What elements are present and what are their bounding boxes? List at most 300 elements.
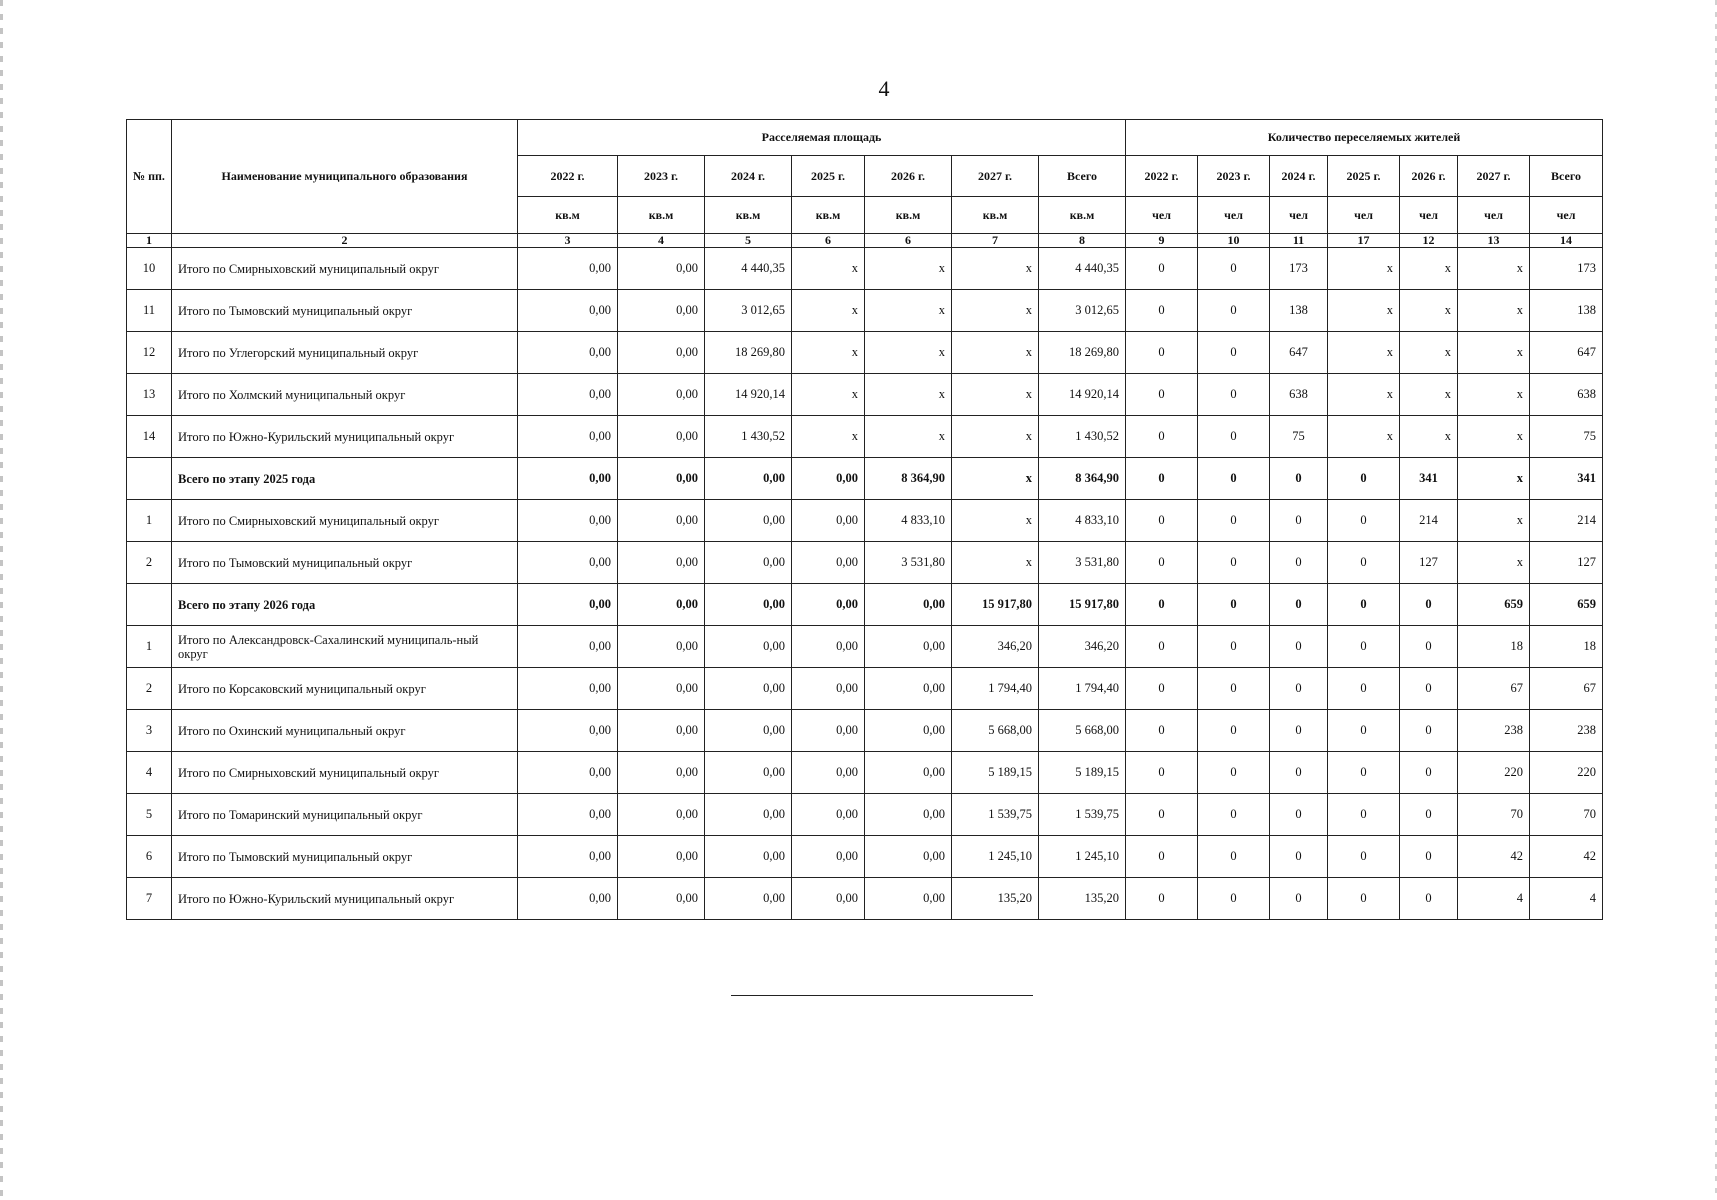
scan-edge-left bbox=[0, 0, 3, 1200]
area-value: 0,00 bbox=[518, 836, 618, 878]
area-value: 0,00 bbox=[792, 584, 865, 626]
area-value: x bbox=[952, 332, 1039, 374]
area-value: 18 269,80 bbox=[705, 332, 792, 374]
people-value: x bbox=[1328, 416, 1400, 458]
area-value: 0,00 bbox=[792, 542, 865, 584]
stage-total-row bbox=[127, 584, 1603, 626]
area-value: 0,00 bbox=[618, 416, 705, 458]
people-value: x bbox=[1458, 500, 1530, 542]
area-value: 0,00 bbox=[518, 416, 618, 458]
people-value: 647 bbox=[1530, 332, 1603, 374]
people-value: 0 bbox=[1126, 836, 1198, 878]
municipality-name: Итого по Южно-Курильский муниципальный округ bbox=[172, 878, 518, 920]
people-value: 67 bbox=[1458, 668, 1530, 710]
area-value: x bbox=[792, 416, 865, 458]
people-value: 0 bbox=[1126, 332, 1198, 374]
area-value: 0,00 bbox=[518, 668, 618, 710]
row-number: 2 bbox=[127, 542, 172, 584]
people-value: 0 bbox=[1198, 794, 1270, 836]
column-index: 14 bbox=[1530, 234, 1603, 248]
area-value: 346,20 bbox=[1039, 626, 1126, 668]
area-value: 0,00 bbox=[792, 752, 865, 794]
people-value: 0 bbox=[1126, 794, 1198, 836]
row-number: 13 bbox=[127, 374, 172, 416]
municipality-name: Итого по Тымовский муниципальный округ bbox=[172, 542, 518, 584]
header-people-unit: чел bbox=[1270, 197, 1328, 234]
area-value: 0,00 bbox=[705, 752, 792, 794]
people-value: 0 bbox=[1126, 668, 1198, 710]
area-value: 0,00 bbox=[518, 458, 618, 500]
header-area-year: Всего bbox=[1039, 156, 1126, 197]
row-number: 10 bbox=[127, 248, 172, 290]
people-value: x bbox=[1328, 248, 1400, 290]
header-area-unit: кв.м bbox=[1039, 197, 1126, 234]
table-row bbox=[127, 248, 1603, 290]
area-value: 0,00 bbox=[705, 668, 792, 710]
people-value: 173 bbox=[1530, 248, 1603, 290]
people-value: 0 bbox=[1198, 458, 1270, 500]
people-value: 0 bbox=[1400, 710, 1458, 752]
people-value: 0 bbox=[1198, 374, 1270, 416]
area-value: 0,00 bbox=[705, 836, 792, 878]
people-value: 0 bbox=[1270, 878, 1328, 920]
people-value: 638 bbox=[1270, 374, 1328, 416]
column-index: 3 bbox=[518, 234, 618, 248]
row-number: 7 bbox=[127, 878, 172, 920]
area-value: 0,00 bbox=[792, 836, 865, 878]
area-value: 0,00 bbox=[865, 752, 952, 794]
resettlement-table bbox=[126, 119, 1603, 920]
people-value: 0 bbox=[1270, 458, 1328, 500]
municipality-name: Итого по Охинский муниципальный округ bbox=[172, 710, 518, 752]
people-value: 0 bbox=[1126, 500, 1198, 542]
people-value: x bbox=[1458, 458, 1530, 500]
header-people-unit: чел bbox=[1198, 197, 1270, 234]
municipality-name: Всего по этапу 2026 года bbox=[172, 584, 518, 626]
area-value: 4 833,10 bbox=[865, 500, 952, 542]
area-value: 15 917,80 bbox=[1039, 584, 1126, 626]
area-value: 0,00 bbox=[705, 500, 792, 542]
area-value: x bbox=[865, 290, 952, 332]
people-value: x bbox=[1458, 416, 1530, 458]
people-value: 0 bbox=[1198, 584, 1270, 626]
column-index: 11 bbox=[1270, 234, 1328, 248]
people-value: 0 bbox=[1198, 290, 1270, 332]
area-value: x bbox=[952, 500, 1039, 542]
area-value: 0,00 bbox=[792, 500, 865, 542]
area-value: 346,20 bbox=[952, 626, 1039, 668]
column-index: 9 bbox=[1126, 234, 1198, 248]
people-value: 42 bbox=[1458, 836, 1530, 878]
municipality-name: Итого по Смирныховский муниципальный округ bbox=[172, 248, 518, 290]
table-row bbox=[127, 752, 1603, 794]
table-row bbox=[127, 794, 1603, 836]
area-value: x bbox=[792, 290, 865, 332]
area-value: 4 440,35 bbox=[1039, 248, 1126, 290]
area-value: 0,00 bbox=[518, 794, 618, 836]
people-value: x bbox=[1458, 542, 1530, 584]
people-value: 341 bbox=[1530, 458, 1603, 500]
people-value: 138 bbox=[1530, 290, 1603, 332]
column-index: 5 bbox=[705, 234, 792, 248]
area-value: 135,20 bbox=[952, 878, 1039, 920]
table-row bbox=[127, 626, 1603, 668]
people-value: 0 bbox=[1270, 500, 1328, 542]
people-value: x bbox=[1328, 374, 1400, 416]
header-area-group: Расселяемая площадь bbox=[518, 120, 1126, 156]
area-value: 0,00 bbox=[705, 626, 792, 668]
area-value: x bbox=[952, 542, 1039, 584]
people-value: 0 bbox=[1198, 878, 1270, 920]
area-value: 1 539,75 bbox=[1039, 794, 1126, 836]
header-people-unit: чел bbox=[1400, 197, 1458, 234]
area-value: 5 668,00 bbox=[1039, 710, 1126, 752]
people-value: 0 bbox=[1126, 878, 1198, 920]
people-value: 127 bbox=[1530, 542, 1603, 584]
area-value: 8 364,90 bbox=[865, 458, 952, 500]
people-value: 0 bbox=[1400, 794, 1458, 836]
people-value: 0 bbox=[1126, 416, 1198, 458]
row-number: 14 bbox=[127, 416, 172, 458]
header-people-year: 2026 г. bbox=[1400, 156, 1458, 197]
row-number bbox=[127, 584, 172, 626]
area-value: x bbox=[952, 458, 1039, 500]
area-value: 0,00 bbox=[618, 626, 705, 668]
people-value: 214 bbox=[1530, 500, 1603, 542]
people-value: 0 bbox=[1198, 248, 1270, 290]
row-number: 5 bbox=[127, 794, 172, 836]
area-value: 1 794,40 bbox=[1039, 668, 1126, 710]
column-index: 12 bbox=[1400, 234, 1458, 248]
header-num: № пп. bbox=[127, 120, 172, 234]
area-value: 0,00 bbox=[618, 500, 705, 542]
people-value: 0 bbox=[1126, 374, 1198, 416]
header-area-year: 2026 г. bbox=[865, 156, 952, 197]
area-value: 0,00 bbox=[518, 248, 618, 290]
area-value: 0,00 bbox=[618, 584, 705, 626]
area-value: 5 189,15 bbox=[1039, 752, 1126, 794]
area-value: 1 245,10 bbox=[1039, 836, 1126, 878]
municipality-name: Итого по Холмский муниципальный округ bbox=[172, 374, 518, 416]
area-value: 0,00 bbox=[518, 290, 618, 332]
header-area-unit: кв.м bbox=[705, 197, 792, 234]
area-value: 0,00 bbox=[518, 332, 618, 374]
area-value: x bbox=[865, 416, 952, 458]
people-value: 173 bbox=[1270, 248, 1328, 290]
area-value: 135,20 bbox=[1039, 878, 1126, 920]
area-value: 0,00 bbox=[618, 332, 705, 374]
people-value: 0 bbox=[1328, 668, 1400, 710]
people-value: x bbox=[1400, 374, 1458, 416]
row-number: 12 bbox=[127, 332, 172, 374]
column-index: 10 bbox=[1198, 234, 1270, 248]
area-value: 0,00 bbox=[618, 710, 705, 752]
area-value: 0,00 bbox=[618, 374, 705, 416]
column-index: 7 bbox=[952, 234, 1039, 248]
stage-total-row bbox=[127, 458, 1603, 500]
header-people-year: Всего bbox=[1530, 156, 1603, 197]
people-value: 0 bbox=[1198, 710, 1270, 752]
table-row bbox=[127, 542, 1603, 584]
people-value: 638 bbox=[1530, 374, 1603, 416]
people-value: 0 bbox=[1198, 542, 1270, 584]
people-value: 0 bbox=[1328, 584, 1400, 626]
header-area-unit: кв.м bbox=[792, 197, 865, 234]
column-index: 2 bbox=[172, 234, 518, 248]
people-value: 0 bbox=[1270, 584, 1328, 626]
header-area-unit: кв.м bbox=[865, 197, 952, 234]
people-value: 0 bbox=[1270, 542, 1328, 584]
table-row bbox=[127, 416, 1603, 458]
table-row bbox=[127, 332, 1603, 374]
municipality-name: Итого по Томаринский муниципальный округ bbox=[172, 794, 518, 836]
people-value: 67 bbox=[1530, 668, 1603, 710]
area-value: 0,00 bbox=[518, 584, 618, 626]
area-value: 0,00 bbox=[618, 752, 705, 794]
area-value: 0,00 bbox=[792, 710, 865, 752]
area-value: 0,00 bbox=[618, 668, 705, 710]
people-value: 18 bbox=[1458, 626, 1530, 668]
municipality-name: Итого по Углегорский муниципальный округ bbox=[172, 332, 518, 374]
people-value: x bbox=[1458, 248, 1530, 290]
column-index: 6 bbox=[792, 234, 865, 248]
area-value: x bbox=[865, 248, 952, 290]
header-people-year: 2022 г. bbox=[1126, 156, 1198, 197]
people-value: 0 bbox=[1270, 836, 1328, 878]
table-row bbox=[127, 374, 1603, 416]
people-value: x bbox=[1400, 290, 1458, 332]
people-value: 18 bbox=[1530, 626, 1603, 668]
row-number: 3 bbox=[127, 710, 172, 752]
area-value: 0,00 bbox=[618, 878, 705, 920]
area-value: x bbox=[792, 332, 865, 374]
people-value: 0 bbox=[1328, 752, 1400, 794]
column-index: 1 bbox=[127, 234, 172, 248]
header-area-year: 2022 г. bbox=[518, 156, 618, 197]
area-value: 0,00 bbox=[705, 794, 792, 836]
people-value: 0 bbox=[1400, 752, 1458, 794]
area-value: 3 531,80 bbox=[1039, 542, 1126, 584]
people-value: 138 bbox=[1270, 290, 1328, 332]
area-value: 0,00 bbox=[792, 878, 865, 920]
area-value: 0,00 bbox=[792, 458, 865, 500]
row-number bbox=[127, 458, 172, 500]
people-value: 42 bbox=[1530, 836, 1603, 878]
table-row bbox=[127, 500, 1603, 542]
column-index: 6 bbox=[865, 234, 952, 248]
people-value: 0 bbox=[1328, 878, 1400, 920]
table-row bbox=[127, 878, 1603, 920]
people-value: 0 bbox=[1126, 542, 1198, 584]
people-value: x bbox=[1400, 416, 1458, 458]
municipality-name: Итого по Смирныховский муниципальный округ bbox=[172, 500, 518, 542]
header-area-unit: кв.м bbox=[518, 197, 618, 234]
area-value: 0,00 bbox=[865, 584, 952, 626]
people-value: x bbox=[1458, 332, 1530, 374]
people-value: 75 bbox=[1530, 416, 1603, 458]
table-row bbox=[127, 290, 1603, 332]
footer-separator-line bbox=[731, 995, 1033, 996]
header-people-group: Количество переселяемых жителей bbox=[1126, 120, 1603, 156]
people-value: 341 bbox=[1400, 458, 1458, 500]
people-value: 0 bbox=[1270, 626, 1328, 668]
header-area-year: 2027 г. bbox=[952, 156, 1039, 197]
area-value: 0,00 bbox=[618, 794, 705, 836]
area-value: 0,00 bbox=[865, 710, 952, 752]
header-people-unit: чел bbox=[1458, 197, 1530, 234]
area-value: 4 833,10 bbox=[1039, 500, 1126, 542]
municipality-name: Итого по Смирныховский муниципальный округ bbox=[172, 752, 518, 794]
municipality-name: Итого по Южно-Курильский муниципальный округ bbox=[172, 416, 518, 458]
people-value: 0 bbox=[1198, 836, 1270, 878]
row-number: 2 bbox=[127, 668, 172, 710]
header-name: Наименование муниципального образования bbox=[172, 120, 518, 234]
municipality-name: Итого по Александровск-Сахалинский муниципаль-ный округ bbox=[172, 626, 518, 668]
area-value: 0,00 bbox=[792, 626, 865, 668]
people-value: 0 bbox=[1126, 752, 1198, 794]
people-value: 0 bbox=[1400, 584, 1458, 626]
header-area-year: 2025 г. bbox=[792, 156, 865, 197]
people-value: 647 bbox=[1270, 332, 1328, 374]
people-value: 0 bbox=[1328, 836, 1400, 878]
column-index: 8 bbox=[1039, 234, 1126, 248]
people-value: 0 bbox=[1400, 836, 1458, 878]
table-row bbox=[127, 668, 1603, 710]
people-value: 75 bbox=[1270, 416, 1328, 458]
people-value: 214 bbox=[1400, 500, 1458, 542]
people-value: 0 bbox=[1126, 584, 1198, 626]
area-value: 0,00 bbox=[705, 458, 792, 500]
area-value: x bbox=[792, 374, 865, 416]
area-value: 14 920,14 bbox=[1039, 374, 1126, 416]
area-value: 0,00 bbox=[865, 878, 952, 920]
area-value: x bbox=[792, 248, 865, 290]
row-number: 1 bbox=[127, 626, 172, 668]
people-value: 659 bbox=[1530, 584, 1603, 626]
people-value: 659 bbox=[1458, 584, 1530, 626]
area-value: 0,00 bbox=[618, 836, 705, 878]
area-value: 0,00 bbox=[518, 710, 618, 752]
people-value: 0 bbox=[1328, 500, 1400, 542]
municipality-name: Итого по Тымовский муниципальный округ bbox=[172, 836, 518, 878]
area-value: 5 189,15 bbox=[952, 752, 1039, 794]
row-number: 6 bbox=[127, 836, 172, 878]
area-value: x bbox=[952, 416, 1039, 458]
column-index: 13 bbox=[1458, 234, 1530, 248]
header-area-year: 2023 г. bbox=[618, 156, 705, 197]
area-value: 3 012,65 bbox=[705, 290, 792, 332]
area-value: 3 012,65 bbox=[1039, 290, 1126, 332]
header-area-unit: кв.м bbox=[952, 197, 1039, 234]
people-value: 0 bbox=[1270, 752, 1328, 794]
area-value: 1 430,52 bbox=[1039, 416, 1126, 458]
header-people-year: 2025 г. bbox=[1328, 156, 1400, 197]
people-value: 0 bbox=[1126, 458, 1198, 500]
people-value: x bbox=[1328, 290, 1400, 332]
area-value: 0,00 bbox=[518, 752, 618, 794]
people-value: 0 bbox=[1126, 248, 1198, 290]
page-number: 4 bbox=[878, 76, 890, 101]
row-number: 4 bbox=[127, 752, 172, 794]
area-value: x bbox=[952, 290, 1039, 332]
area-value: 3 531,80 bbox=[865, 542, 952, 584]
people-value: 0 bbox=[1400, 878, 1458, 920]
people-value: 0 bbox=[1198, 626, 1270, 668]
people-value: x bbox=[1400, 332, 1458, 374]
area-value: x bbox=[952, 374, 1039, 416]
row-number: 11 bbox=[127, 290, 172, 332]
people-value: 0 bbox=[1400, 668, 1458, 710]
people-value: x bbox=[1400, 248, 1458, 290]
people-value: 0 bbox=[1328, 542, 1400, 584]
people-value: 0 bbox=[1400, 626, 1458, 668]
area-value: 4 440,35 bbox=[705, 248, 792, 290]
area-value: 0,00 bbox=[618, 542, 705, 584]
people-value: 220 bbox=[1530, 752, 1603, 794]
area-value: 0,00 bbox=[705, 584, 792, 626]
area-value: 0,00 bbox=[518, 542, 618, 584]
area-value: 5 668,00 bbox=[952, 710, 1039, 752]
people-value: 0 bbox=[1198, 416, 1270, 458]
area-value: 0,00 bbox=[865, 626, 952, 668]
area-value: 0,00 bbox=[865, 836, 952, 878]
people-value: 70 bbox=[1530, 794, 1603, 836]
area-value: 1 430,52 bbox=[705, 416, 792, 458]
municipality-name: Итого по Тымовский муниципальный округ bbox=[172, 290, 518, 332]
people-value: 4 bbox=[1530, 878, 1603, 920]
header-people-unit: чел bbox=[1126, 197, 1198, 234]
people-value: 0 bbox=[1198, 752, 1270, 794]
people-value: 0 bbox=[1126, 710, 1198, 752]
people-value: 0 bbox=[1270, 794, 1328, 836]
header-people-year: 2023 г. bbox=[1198, 156, 1270, 197]
table-row bbox=[127, 836, 1603, 878]
area-value: 0,00 bbox=[518, 626, 618, 668]
area-value: 0,00 bbox=[792, 668, 865, 710]
header-people-unit: чел bbox=[1530, 197, 1603, 234]
column-index: 4 bbox=[618, 234, 705, 248]
header-area-unit: кв.м bbox=[618, 197, 705, 234]
header-people-year: 2024 г. bbox=[1270, 156, 1328, 197]
area-value: 0,00 bbox=[618, 458, 705, 500]
people-value: 0 bbox=[1270, 668, 1328, 710]
area-value: 0,00 bbox=[518, 374, 618, 416]
area-value: 0,00 bbox=[705, 542, 792, 584]
area-value: 0,00 bbox=[792, 794, 865, 836]
people-value: 0 bbox=[1126, 290, 1198, 332]
people-value: 238 bbox=[1458, 710, 1530, 752]
area-value: 0,00 bbox=[865, 794, 952, 836]
people-value: 0 bbox=[1328, 710, 1400, 752]
municipality-name: Всего по этапу 2025 года bbox=[172, 458, 518, 500]
people-value: 0 bbox=[1198, 332, 1270, 374]
area-value: 8 364,90 bbox=[1039, 458, 1126, 500]
people-value: 0 bbox=[1270, 710, 1328, 752]
area-value: 0,00 bbox=[518, 500, 618, 542]
area-value: 1 794,40 bbox=[952, 668, 1039, 710]
header-people-unit: чел bbox=[1328, 197, 1400, 234]
table-row bbox=[127, 710, 1603, 752]
people-value: 238 bbox=[1530, 710, 1603, 752]
header-people-year: 2027 г. bbox=[1458, 156, 1530, 197]
area-value: 0,00 bbox=[618, 248, 705, 290]
people-value: x bbox=[1458, 290, 1530, 332]
people-value: 127 bbox=[1400, 542, 1458, 584]
area-value: 15 917,80 bbox=[952, 584, 1039, 626]
area-value: 14 920,14 bbox=[705, 374, 792, 416]
area-value: x bbox=[865, 332, 952, 374]
people-value: 0 bbox=[1328, 794, 1400, 836]
